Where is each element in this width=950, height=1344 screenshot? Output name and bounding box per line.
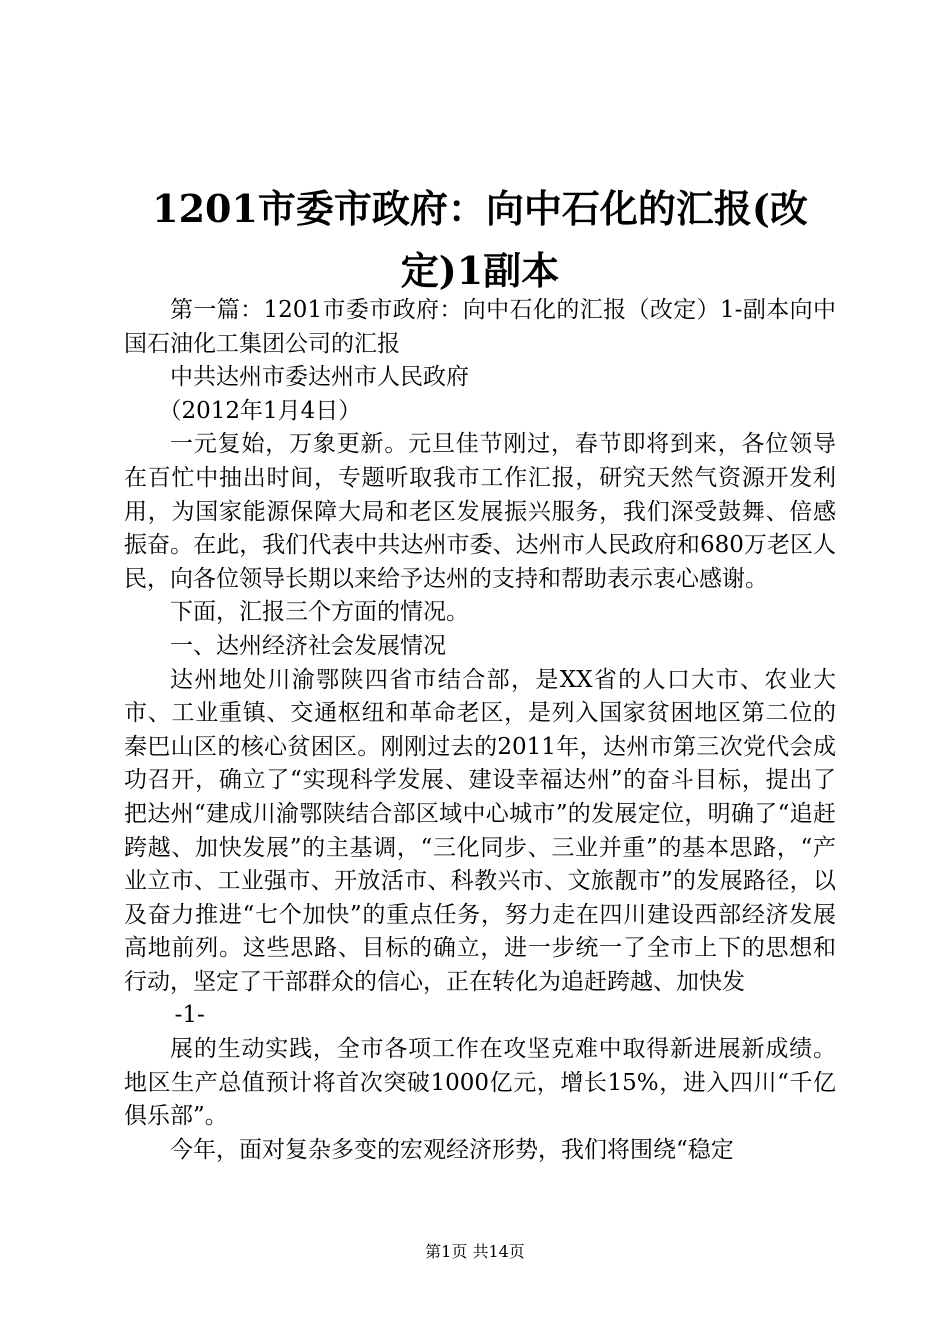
section-heading: 一、达州经济社会发展情况 [170,632,446,659]
paragraph-overview: 达州地处川渝鄂陕四省市结合部，是XX省的人口大市、农业大市、工业重镇、交通枢纽和革命老区，是列入国家贫困地区第二位的秦巴山区的核心贫困区。刚刚过去的2011年，达州市第三次党代会成功召开，确立了“实现科学发展、建设幸福达州”的奋斗目标，提出了把达州“建成川渝鄂陕结合部区域中心城市”的发展定位，明确了“追赶跨越、加快发展”的主基调，“三化同步、三业并重”的基本思路，“产业立市、工业强市、开放活市、科教兴市、文旅靓市”的发展路径，以及奋力推进“七个加快”的重点任务，努力走在四川建设西部经济发展高地前列。这些思路、目标的确立，进一步统一了全市上下的思想和行动，坚定了干部群众的信心，正在转化为追赶跨越、加快发 [124,666,836,995]
paragraph-progress: 展的生动实践，全市各项工作在攻坚克难中取得新进展新成绩。地区生产总值预计将首次突破1000亿元，增长15%，进入四川“千亿俱乐部”。 [124,1036,836,1130]
paragraph-this-year: 今年，面对复杂多变的宏观经济形势，我们将围绕“稳定 [170,1136,734,1163]
paragraph-heading: 第一篇：1201市委市政府：向中石化的汇报（改定）1-副本向中国石油化工集团公司的汇报 [124,297,836,357]
document-title: 1201市委市政府：向中石化的汇报(改定)1副本 [152,186,808,293]
document-body [124,294,836,1167]
paragraph-intro: 下面，汇报三个方面的情况。 [170,599,469,626]
paragraph-opening: 一元复始，万象更新。元旦佳节刚过，春节即将到来，各位领导在百忙中抽出时间，专题听取我市工作汇报，研究天然气资源开发利用，为国家能源保障大局和老区发展振兴服务，我们深受鼓舞、倍感振奋。在此，我们代表中共达州市委、达州市人民政府和680万老区人民，向各位领导长期以来给予达州的支持和帮助表示衷心感谢。 [124,431,836,592]
page-footer: 第1页 共14页 [425,1242,525,1261]
inner-page-number: -1- [174,1002,205,1029]
paragraph-issuer: 中共达州市委达州市人民政府 [170,364,469,391]
paragraph-date: （2012年1月4日） [158,397,362,424]
